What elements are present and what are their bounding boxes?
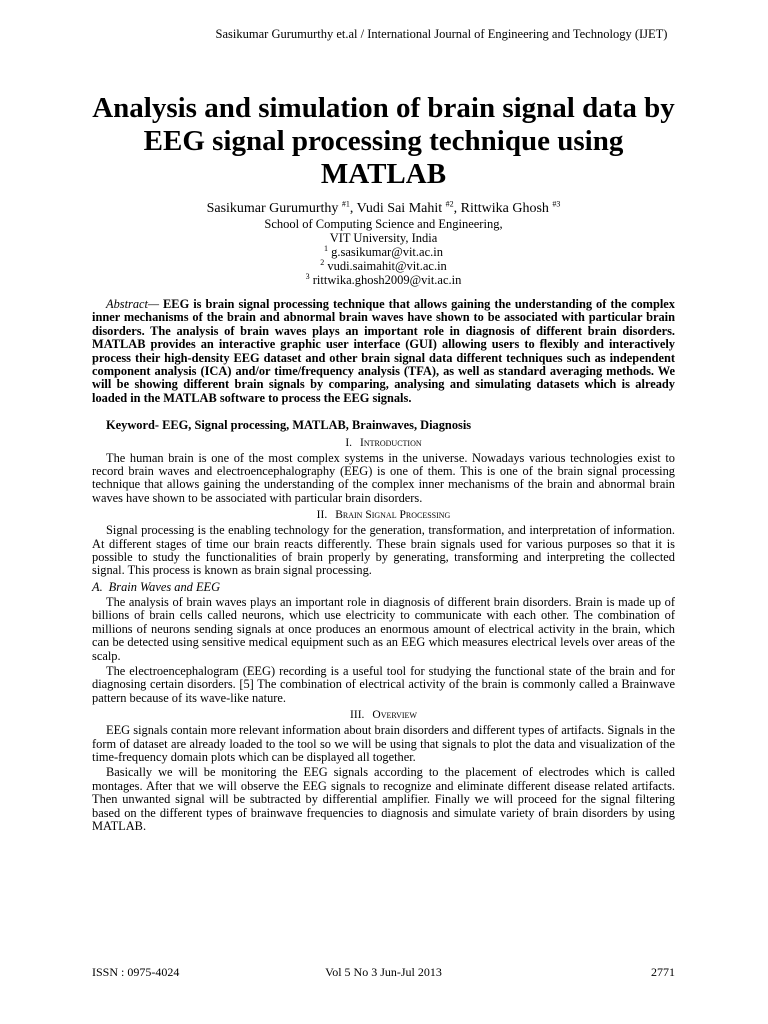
- subsection-heading: [92, 580, 675, 594]
- affiliation-line: VIT University, India: [329, 231, 438, 245]
- footer-page-number: 2771: [651, 965, 675, 979]
- author-name: Sasikumar Gurumurthy: [206, 201, 339, 216]
- author-mark: #2: [445, 199, 454, 209]
- subsection-number: A.: [92, 579, 103, 594]
- author-separator: ,: [349, 201, 357, 216]
- email-address: g.sasikumar@vit.ac.in: [331, 245, 443, 259]
- email-address: vudi.saimahit@vit.ac.in: [327, 259, 447, 273]
- section-title: Brain Signal Processing: [335, 509, 451, 522]
- author-email: [92, 273, 675, 287]
- section-heading: [92, 509, 675, 522]
- author-name: Vudi Sai Mahit: [356, 201, 443, 216]
- author-mark: #3: [552, 199, 561, 209]
- abstract-body: EEG is brain signal processing technique that allows gaining the understanding of the complex inner mechanisms of the brain and abnormal brain waves have shown to be associated with particular brain disorders. The analysis of brain waves plays an important role in diagnosis of different brain disorders. MATLAB provides an interactive graphic user interface (GUI) allowing users to flexibly and interactively process their high-density EEG dataset and other brain signal data different techniques such as independent component analysis (ICA) and/or time/frequency analysis (TFA), as well as standard averaging methods. We will be showing different brain signals by comparing, analysing and simulating datasets which is already loaded in the MATLAB software to process the EEG signals.: [92, 297, 675, 405]
- paper-title: Analysis and simulation of brain signal data by EEG signal processing technique using MATLAB: [92, 92, 675, 190]
- body-paragraph: The analysis of brain waves plays an important role in diagnosis of different brain disorders. Brain is made up of billions of brain cells called neurons, which use electricity to communicate with each other. The combination of millions of neurons sending signals at once produces an enormous amount of electrical activity in the brain, which can be detected using sensitive medical equipment such as an EEG which measures electrical levels over areas of the scalp.: [92, 594, 675, 663]
- section-title: Overview: [372, 709, 417, 722]
- section-number: III.: [350, 709, 365, 722]
- email-mark: 3: [305, 271, 310, 281]
- footer-issn: ISSN : 0975-4024: [92, 965, 180, 979]
- body-paragraph: EEG signals contain more relevant information about brain disorders and different types of artifacts. Signals in the form of dataset are already loaded to the tool so we will be using that signals to plot the data and visualization of the time-frequency domain plots which can be displayed all together.: [92, 723, 675, 764]
- author-name: Rittwika Ghosh: [460, 201, 549, 216]
- email-mark: 1: [324, 243, 329, 253]
- running-head: Sasikumar Gurumurthy et.al / International Journal of Engineering and Technology (IJET): [215, 27, 668, 41]
- email-address: rittwika.ghosh2009@vit.ac.in: [312, 273, 462, 287]
- keywords: Keyword- EEG, Signal processing, MATLAB, Brainwaves, Diagnosis: [106, 417, 472, 432]
- section-title: Introduction: [360, 436, 422, 449]
- section-number: II.: [316, 509, 328, 522]
- author-email: [92, 245, 675, 259]
- section-heading: [92, 709, 675, 722]
- footer-volume: Vol 5 No 3 Jun-Jul 2013: [325, 965, 442, 979]
- body-paragraph: The electroencephalogram (EEG) recording is a useful tool for studying the functional state of the brain and for diagnosing certain disorders. [5] The combination of electrical activity of the brain is commonly called a Brainwave pattern because of its wave-like nature.: [92, 663, 675, 705]
- abstract: [92, 298, 675, 405]
- email-mark: 2: [320, 257, 325, 267]
- author-list: [92, 200, 675, 217]
- section-number: I.: [345, 436, 353, 449]
- body-paragraph: The human brain is one of the most complex systems in the universe. Nowadays various technologies exist to record brain waves and electroencephalography (EEG) is one of them. This is one of the brain signal processing technique that allows gaining the understanding of the complex inner mechanisms of the brain and abnormal brain waves have shown to be associated with particular brain disorders.: [92, 450, 675, 505]
- body-paragraph: Signal processing is the enabling technology for the generation, transformation, and interpretation of information. At different stages of time our brain reacts differently. These brain signals used for various purposes so that it is possible to study the functionalities of brain properly by generating, transforming and interpreting the collected signal. This process is known as brain signal processing.: [92, 523, 675, 578]
- affiliation-line: School of Computing Science and Engineering,: [264, 217, 503, 231]
- paper-body: [92, 92, 675, 833]
- body-paragraph: Basically we will be monitoring the EEG signals according to the placement of electrodes which is called montages. After that we will observe the EEG signals to recognize and eliminate different disease related artifacts. Then unwanted signal will be subtracted by differential amplifier. Finally we will proceed for the signal filtering based on the different types of brainwave frequencies to diagnosis and simulate variety of brain disorders by using MATLAB.: [92, 765, 675, 833]
- section-heading: [92, 437, 675, 450]
- abstract-lead: Abstract—: [106, 297, 160, 311]
- author-mark: #1: [341, 199, 350, 209]
- subsection-title: Brain Waves and EEG: [108, 579, 221, 594]
- author-email: [92, 259, 675, 273]
- author-separator: ,: [453, 201, 461, 216]
